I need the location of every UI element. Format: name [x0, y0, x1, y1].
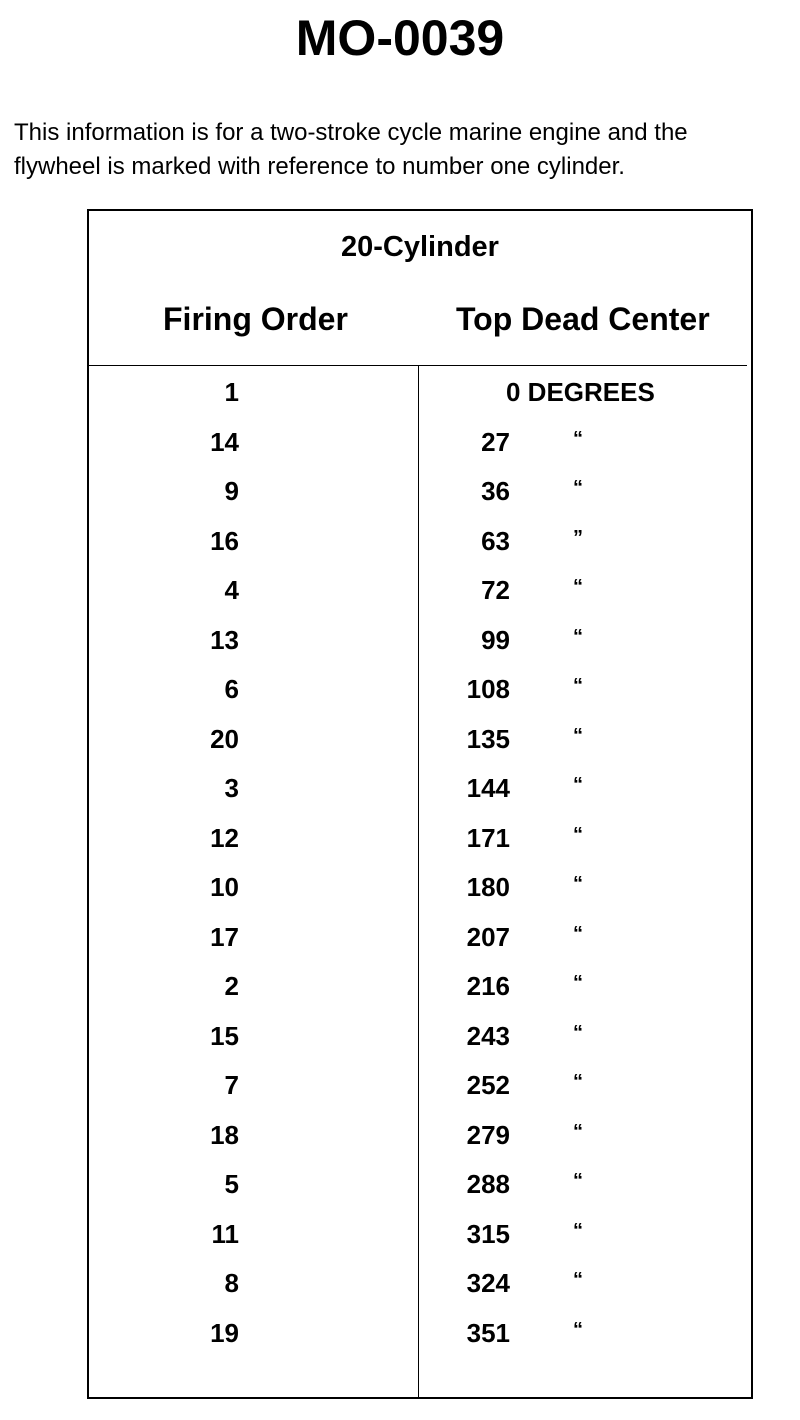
cylinder-number: 8: [224, 1268, 239, 1298]
ditto-mark: “: [573, 922, 583, 945]
table-row: [89, 1265, 751, 1315]
tdc-degrees: 180: [466, 872, 510, 902]
table-row: [89, 968, 751, 1018]
table-body: [89, 374, 751, 1364]
table-row: [89, 1117, 751, 1167]
table-row: [89, 1018, 751, 1068]
tdc-degrees: 27: [481, 426, 510, 457]
table-row: [89, 523, 751, 573]
ditto-mark: “: [573, 774, 583, 796]
cylinder-number: 13: [210, 624, 239, 655]
table-row: [89, 473, 751, 523]
table-row: [89, 1166, 751, 1216]
cylinder-number: 10: [210, 872, 239, 902]
table-row: [89, 1216, 751, 1266]
firing-order-table: [87, 209, 753, 1399]
column-header-top-dead-center: Top Dead Center: [456, 301, 710, 337]
ditto-mark: ”: [573, 526, 583, 549]
ditto-mark: “: [573, 972, 583, 994]
ditto-mark: “: [573, 1318, 583, 1341]
table-title: 20-Cylinder: [341, 231, 499, 263]
tdc-degrees: 324: [466, 1268, 510, 1298]
tdc-degrees: 63: [481, 525, 510, 556]
ditto-mark: “: [573, 724, 583, 747]
intro-line: flywheel is marked with reference to number one cylinder.: [14, 153, 625, 180]
ditto-mark: “: [573, 1269, 583, 1291]
tdc-degrees: 135: [466, 723, 510, 754]
ditto-mark: “: [573, 477, 583, 499]
cylinder-number: 3: [224, 773, 239, 803]
ditto-mark: “: [573, 675, 583, 697]
cylinder-number: 7: [224, 1070, 239, 1100]
table-row: [89, 424, 751, 474]
tdc-degrees: 171: [466, 822, 510, 853]
tdc-degrees: 72: [481, 575, 510, 605]
cylinder-number: 20: [210, 723, 239, 754]
table-row: [89, 572, 751, 622]
table-row: [89, 374, 751, 424]
tdc-degrees: 279: [466, 1119, 510, 1150]
cylinder-number: 4: [224, 575, 239, 605]
cylinder-number: 14: [210, 426, 239, 457]
cylinder-number: 1: [224, 377, 239, 407]
ditto-mark: “: [573, 1170, 583, 1192]
table-row: [89, 671, 751, 721]
ditto-mark: “: [573, 625, 583, 648]
ditto-mark: “: [573, 1071, 583, 1093]
ditto-mark: “: [573, 1219, 583, 1242]
tdc-degrees: 207: [466, 921, 510, 952]
cylinder-number: 16: [210, 525, 239, 556]
tdc-degrees: 243: [466, 1020, 510, 1051]
cylinder-number: 9: [224, 476, 239, 506]
cylinder-number: 18: [210, 1119, 239, 1150]
cylinder-number: 2: [224, 971, 239, 1001]
ditto-mark: “: [573, 1120, 583, 1143]
document-title: MO-0039: [295, 10, 505, 66]
cylinder-number: 12: [210, 822, 239, 853]
table-row: [89, 919, 751, 969]
ditto-mark: “: [573, 823, 583, 846]
tdc-degrees: 36: [481, 476, 510, 506]
cylinder-number: 19: [210, 1317, 239, 1348]
tdc-degrees: 315: [466, 1218, 510, 1249]
table-row: [89, 1315, 751, 1365]
ditto-mark: “: [573, 873, 583, 895]
column-header-firing-order: Firing Order: [163, 301, 348, 337]
cylinder-number: 15: [210, 1020, 239, 1051]
table-row: [89, 770, 751, 820]
intro-line: This information is for a two-stroke cycle marine engine and the: [14, 119, 688, 146]
intro-paragraph: [14, 116, 794, 184]
tdc-degrees: 108: [466, 674, 510, 704]
table-row: [89, 869, 751, 919]
table-row: [89, 622, 751, 672]
table-row: [89, 721, 751, 771]
ditto-mark: “: [573, 1021, 583, 1044]
tdc-degrees: 351: [466, 1317, 510, 1348]
table-row: [89, 1067, 751, 1117]
cylinder-number: 17: [210, 921, 239, 952]
tdc-degrees: 99: [481, 624, 510, 655]
tdc-degrees: 252: [466, 1070, 510, 1100]
tdc-degrees: 288: [466, 1169, 510, 1199]
cylinder-number: 6: [224, 674, 239, 704]
table-row: [89, 820, 751, 870]
tdc-degrees: 144: [466, 773, 510, 803]
tdc-value: 0 DEGREES: [506, 377, 655, 407]
ditto-mark: “: [573, 576, 583, 598]
tdc-degrees: 216: [466, 971, 510, 1001]
cylinder-number: 11: [211, 1218, 239, 1249]
ditto-mark: “: [573, 427, 583, 450]
cylinder-number: 5: [224, 1169, 239, 1199]
